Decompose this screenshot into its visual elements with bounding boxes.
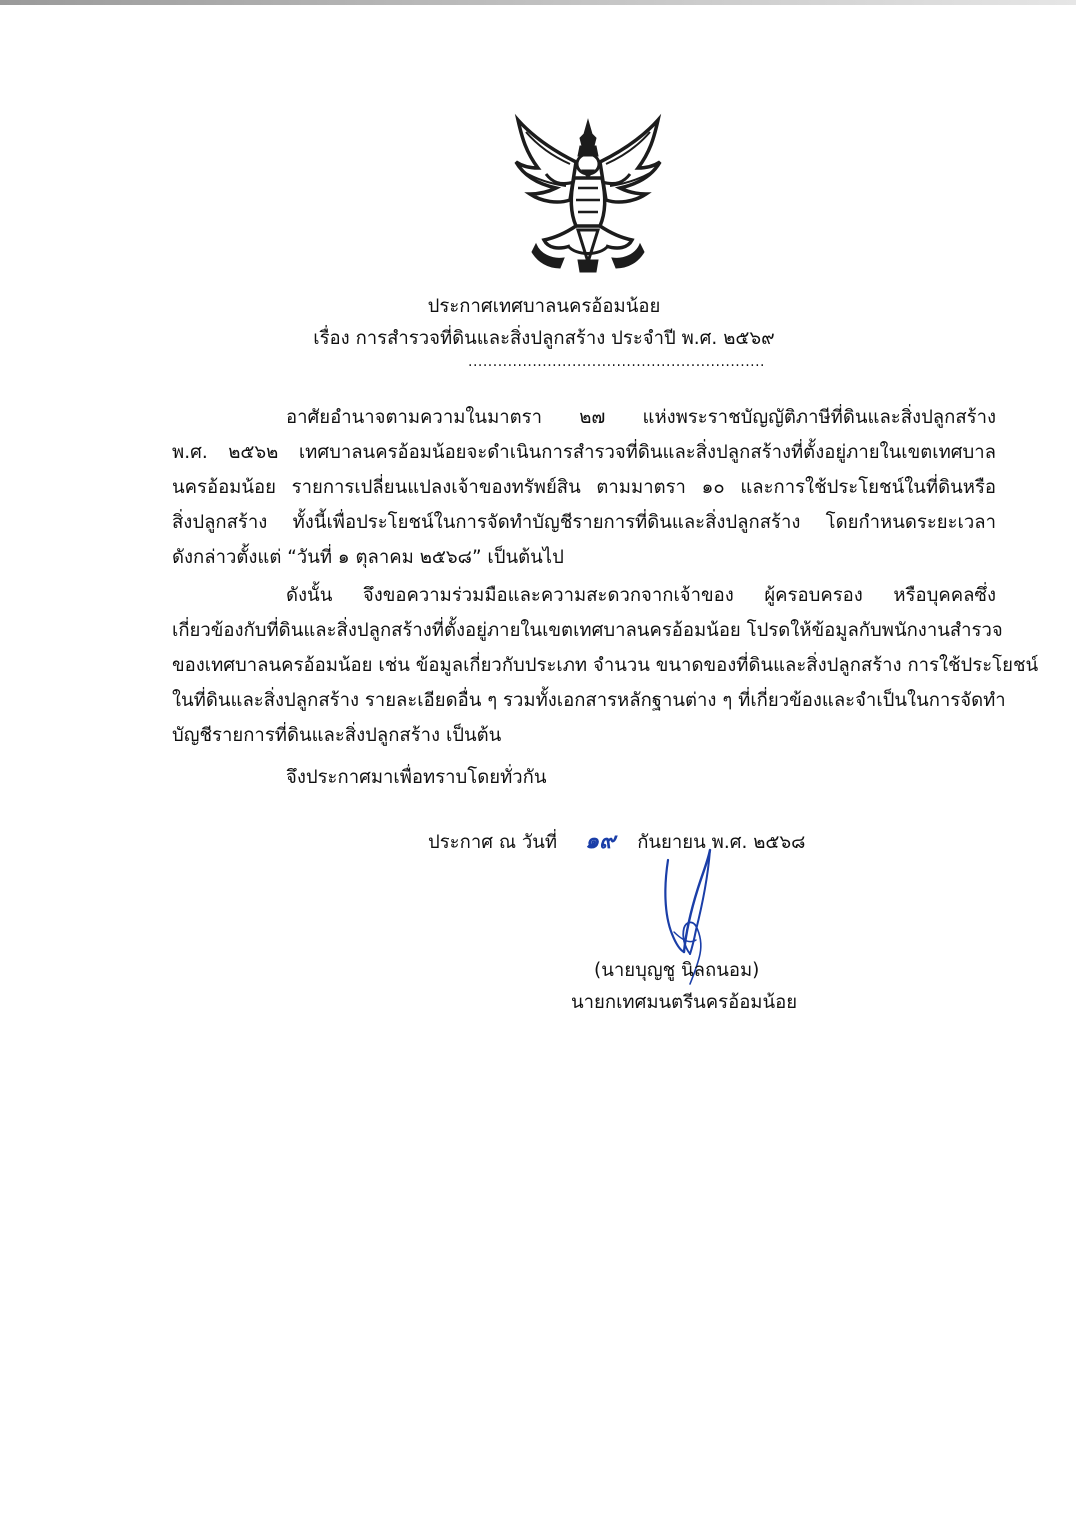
- dateline-day-handwritten: ๑๙: [585, 828, 616, 854]
- announcement-subject: เรื่อง การสำรวจที่ดินและสิ่งปลูกสร้าง ประจำปี พ.ศ. ๒๕๖๙: [313, 328, 775, 349]
- paragraph-1-line: สิ่งปลูกสร้าง ทั้งนี้เพื่อประโยชน์ในการจัดทำบัญชีรายการที่ดินและสิ่งปลูกสร้าง โดยกำหนดระยะเวลา: [172, 512, 996, 533]
- paragraph-1-line: นครอ้อมน้อย รายการเปลี่ยนแปลงเจ้าของทรัพย์สิน ตามมาตรา ๑๐ และการใช้ประโยชน์ในที่ดินหรือ: [172, 477, 996, 498]
- paragraph-2-line: เกี่ยวข้องกับที่ดินและสิ่งปลูกสร้างที่ตั้งอยู่ภายในเขตเทศบาลนครอ้อมน้อย โปรดให้ข้อมูลกับพนักงานสำรวจ: [172, 620, 1003, 641]
- closing-statement: จึงประกาศมาเพื่อทราบโดยทั่วกัน: [286, 767, 547, 788]
- dateline-year: พ.ศ. ๒๕๖๘: [711, 832, 806, 853]
- signatory-position: นายกเทศมนตรีนครอ้อมน้อย: [571, 992, 798, 1013]
- paragraph-2-line: ในที่ดินและสิ่งปลูกสร้าง รายละเอียดอื่น ๆ รวมทั้งเอกสารหลักฐานต่าง ๆ ที่เกี่ยวข้องและจำเป็นในการจัดทำ: [172, 690, 1006, 711]
- dateline-prefix: ประกาศ ณ วันที่: [428, 832, 558, 853]
- dateline-month: กันยายน: [637, 832, 706, 853]
- title-separator: ............................................................: [468, 354, 766, 370]
- announcement-dateline: [428, 823, 805, 859]
- paragraph-2-line: ดังนั้น จึงขอความร่วมมือและความสะดวกจากเจ้าของ ผู้ครอบครอง หรือบุคคลซึ่ง: [286, 585, 996, 606]
- paragraph-1-line: พ.ศ. ๒๕๖๒ เทศบาลนครอ้อมน้อยจะดำเนินการสำรวจที่ดินและสิ่งปลูกสร้างที่ตั้งอยู่ภายในเขตเทศบาล: [172, 442, 996, 463]
- garuda-emblem-icon: [508, 112, 668, 280]
- paragraph-2-line: ของเทศบาลนครอ้อมน้อย เช่น ข้อมูลเกี่ยวกับประเภท จำนวน ขนาดของที่ดินและสิ่งปลูกสร้าง การใช้ประโยชน์: [172, 655, 1039, 676]
- paragraph-2-line: บัญชีรายการที่ดินและสิ่งปลูกสร้าง เป็นต้น: [172, 725, 502, 746]
- announcement-title: ประกาศเทศบาลนครอ้อมน้อย: [427, 296, 661, 317]
- paragraph-1-line: ดังกล่าวตั้งแต่ “วันที่ ๑ ตุลาคม ๒๕๖๘” เป็นต้นไป: [172, 547, 564, 568]
- paragraph-1-line: อาศัยอำนาจตามความในมาตรา ๒๗ แห่งพระราชบัญญัติภาษีที่ดินและสิ่งปลูกสร้าง: [286, 407, 996, 428]
- signatory-name: (นายบุญชู นิลถนอม): [594, 960, 760, 981]
